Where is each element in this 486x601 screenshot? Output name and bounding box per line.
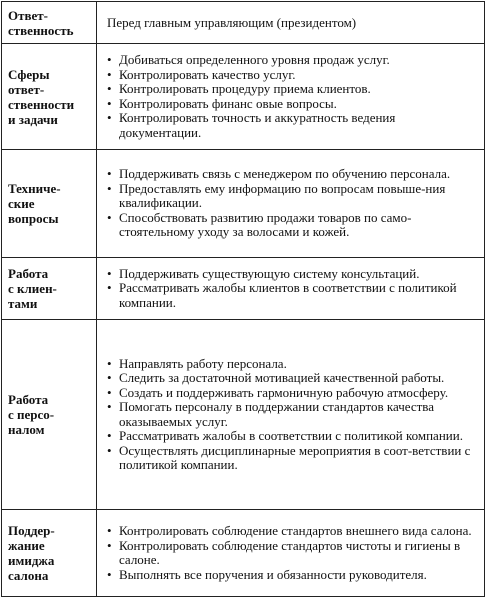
bullet-icon: •: [107, 52, 112, 67]
duty-item: [107, 267, 476, 282]
section-title: Работа с клиен- тами: [8, 266, 57, 311]
duty-text: Выполнять все поручения и обязанности руководителя.: [119, 566, 427, 582]
section-title: Сферы ответ- ственности и задачи: [8, 66, 75, 127]
duty-text: Контролировать соблюдение стандартов чистоты и гигиены в салоне.: [119, 537, 461, 567]
section-row-staff: [2, 320, 485, 510]
duty-item: [107, 53, 476, 68]
duty-item: [107, 281, 476, 310]
bullet-icon: •: [107, 110, 112, 125]
section-row-clients: [2, 258, 485, 320]
bullet-icon: •: [107, 442, 112, 458]
section-duties-cell: [97, 320, 485, 510]
section-duties-cell: [97, 258, 485, 320]
bullet-icon: •: [107, 384, 112, 400]
section-duties-cell: [97, 150, 485, 258]
duty-text: Направлять работу персонала.: [119, 355, 287, 371]
duty-text: Рассматривать жалобы клиентов в соответствии с политикой компании.: [119, 280, 457, 310]
duty-item: [107, 211, 476, 240]
bullet-icon: •: [107, 523, 112, 538]
header-left-cell: [2, 2, 97, 44]
duty-text: Помогать персоналу в поддержании стандартов качества оказываемых услуг.: [119, 399, 435, 429]
duty-text: Контролировать соблюдение стандартов внешнего вида салона.: [119, 523, 472, 538]
duty-item: [107, 167, 476, 182]
bullet-icon: •: [107, 66, 112, 82]
duty-text: Следить за достаточной мотивацией качественной работы.: [119, 370, 445, 385]
bullet-icon: •: [107, 399, 112, 414]
duty-item: [107, 357, 476, 372]
section-title-cell: [2, 510, 97, 597]
header-right-cell: [97, 2, 485, 44]
bullet-icon: •: [107, 209, 112, 225]
header-left-label: Ответ- ственность: [8, 7, 74, 38]
section-title-cell: [2, 44, 97, 150]
section-row-image: [2, 510, 485, 597]
duty-text: Контролировать точность и аккуратность ведения документации.: [119, 110, 396, 140]
duty-list: [107, 267, 476, 311]
responsibility-document: [1, 1, 485, 600]
section-title: Поддер- жание имиджа салона: [8, 523, 55, 583]
duty-item: [107, 444, 476, 473]
duty-item: [107, 386, 476, 401]
section-title: Работа с персо- налом: [8, 392, 55, 437]
duty-list: [107, 53, 476, 140]
section-duties-cell: [97, 44, 485, 150]
duty-text: Создать и поддерживать гармоничную рабочую атмосферу.: [119, 384, 449, 400]
duty-text: Поддерживать связь с менеджером по обучению персонала.: [119, 166, 451, 182]
duty-text: Контролировать качество услуг.: [119, 66, 296, 82]
duty-text: Контролировать финанс овые вопросы.: [119, 95, 337, 111]
duty-text: Поддерживать существующую систему консультаций.: [119, 265, 420, 281]
duty-item: [107, 429, 476, 444]
bullet-icon: •: [107, 81, 112, 96]
duty-list: [107, 357, 476, 473]
duty-text: Способствовать развитию продажи товаров по само-стоятельному уходу за волосами и кожей.: [119, 209, 412, 240]
section-title-cell: [2, 150, 97, 258]
header-row: [2, 2, 485, 44]
bullet-icon: •: [107, 537, 112, 553]
duty-item: [107, 568, 476, 583]
section-title: Техниче- ские вопросы: [8, 181, 61, 226]
bullet-icon: •: [107, 566, 112, 582]
duty-item: [107, 111, 476, 140]
duty-list: [107, 167, 476, 240]
header-right-label: Перед главным управляющим (президентом): [107, 14, 357, 30]
duty-list: [107, 524, 476, 582]
duty-item: [107, 182, 476, 211]
duty-text: Предоставлять ему информацию по вопросам повыше-ния квалификации.: [119, 180, 446, 211]
duty-text: Осуществлять дисциплинарные мероприятия в соот-ветствии с политикой компании.: [119, 442, 471, 472]
section-duties-cell: [97, 510, 485, 597]
bullet-icon: •: [107, 180, 112, 196]
duty-item: [107, 539, 476, 568]
duty-item: [107, 82, 476, 97]
duty-text: Контролировать процедуру приема клиентов.: [119, 81, 371, 96]
duty-item: [107, 524, 476, 539]
bullet-icon: •: [107, 355, 112, 371]
bullet-icon: •: [107, 428, 112, 443]
bullet-icon: •: [107, 95, 112, 111]
duty-item: [107, 400, 476, 429]
duty-text: Добиваться определенного уровня продаж услуг.: [119, 52, 390, 67]
section-title-cell: [2, 258, 97, 320]
responsibility-table: [1, 1, 485, 597]
duty-item: [107, 97, 476, 112]
bullet-icon: •: [107, 265, 112, 281]
bullet-icon: •: [107, 370, 112, 385]
section-row-technical: [2, 150, 485, 258]
section-row-responsibilities: [2, 44, 485, 150]
duty-text: Рассматривать жалобы в соответствии с политикой компании.: [119, 428, 463, 443]
duty-item: [107, 371, 476, 386]
section-title-cell: [2, 320, 97, 510]
duty-item: [107, 68, 476, 83]
bullet-icon: •: [107, 280, 112, 296]
bullet-icon: •: [107, 166, 112, 182]
